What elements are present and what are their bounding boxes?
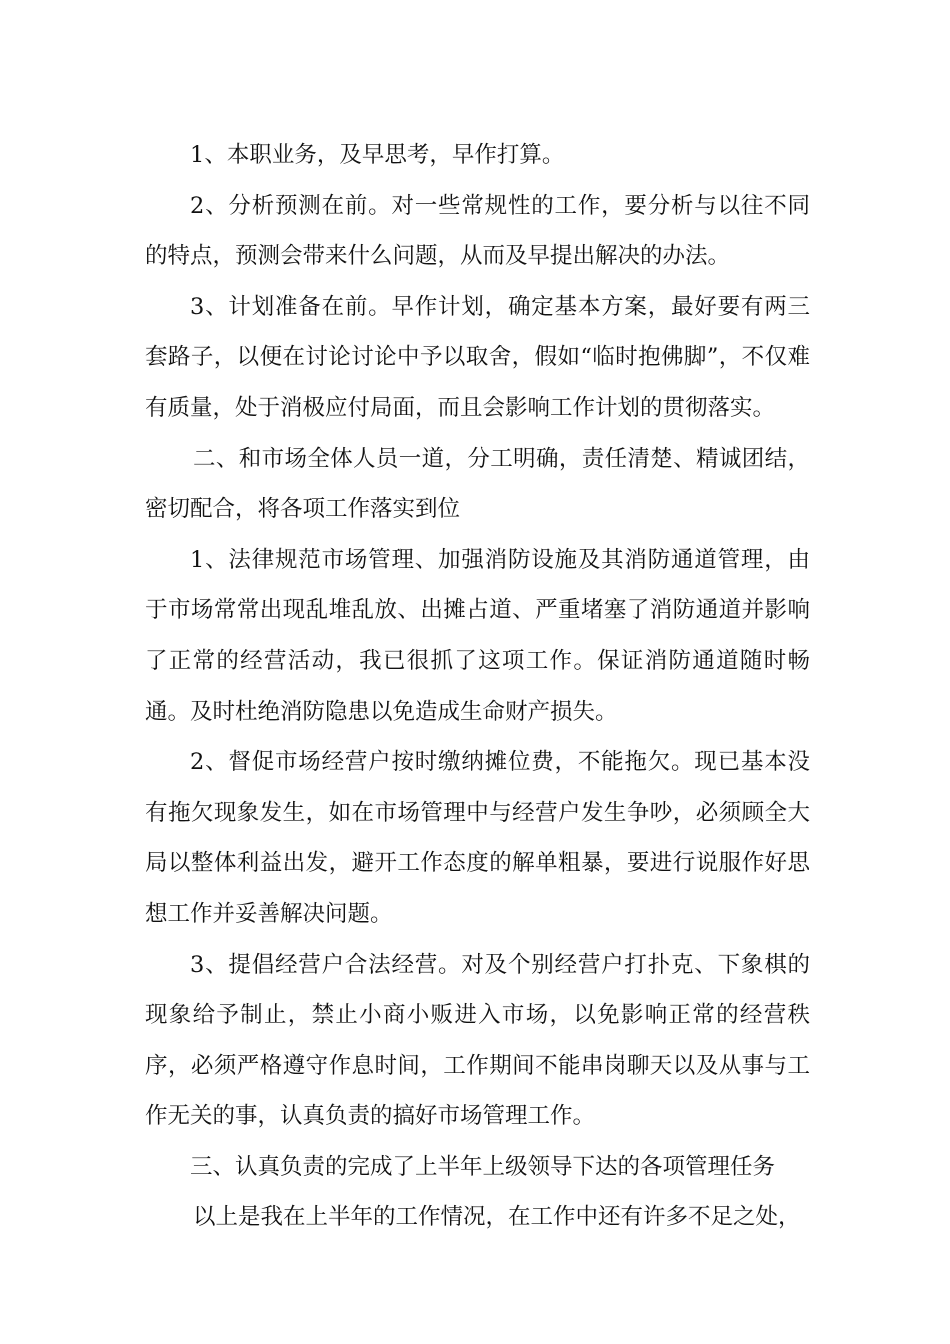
document-body <box>145 130 810 1243</box>
paragraph-9: 以上是我在上半年的工作情况，在工作中还有许多不足之处， <box>193 1204 801 1231</box>
paragraph-3: 3、计划准备在前。早作计划，确定基本方案，最好要有两三套路子，以便在讨论讨论中予以取舍，假如“临时抱佛脚”，不仅难有质量，处于消极应付局面，而且会影响工作计划的贯彻落实。 <box>145 293 810 421</box>
paragraph-2: 2、分析预测在前。对一些常规性的工作，要分析与以往不同的特点，预测会带来什么问题，从而及早提出解决的办法。 <box>145 192 810 270</box>
paragraph-7: 3、提倡经营户合法经营。对及个别经营户打扑克、下象棋的现象给予制止，禁止小商小贩进入市场，以免影响正常的经营秩序，必须严格遵守作息时间，工作期间不能串岗聊天以及从事与工作无关的事，认真负责的搞好市场管理工作。 <box>145 951 810 1130</box>
section-heading-3: 三、认真负责的完成了上半年上级领导下达的各项管理任务 <box>190 1153 776 1180</box>
paragraph-1: 1、本职业务，及早思考，早作打算。 <box>190 142 565 168</box>
paragraph-5: 1、法律规范市场管理、加强消防设施及其消防通道管理，由于市场常常出现乱堆乱放、出摊占道、严重堵塞了消防通道并影响了正常的经营活动，我已很抓了这项工作。保证消防通道随时畅通。及时杜绝消防隐患以免造成生命财产损失。 <box>145 546 810 725</box>
section-heading-2: 二、和市场全体人员一道，分工明确，责任清楚、精诚团结，密切配合，将各项工作落实到位 <box>145 445 810 523</box>
paragraph-6: 2、督促市场经营户按时缴纳摊位费，不能拖欠。现已基本没有拖欠现象发生，如在市场管理中与经营户发生争吵，必须顾全大局以整体利益出发，避开工作态度的解单粗暴，要进行说服作好思想工作并妥善解决问题。 <box>145 749 810 927</box>
